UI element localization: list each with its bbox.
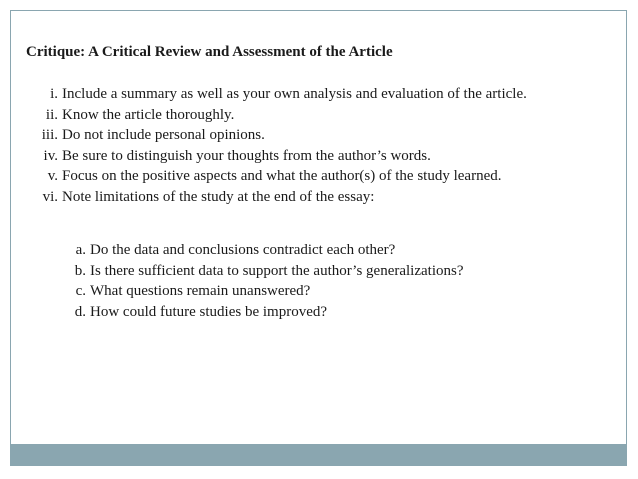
sub-list-item <box>26 261 616 282</box>
sub-list-marker: b. <box>74 262 86 279</box>
sub-list-marker: a. <box>75 242 86 258</box>
sub-list-item-text: Is there sufficient data to support the author’s generalizations? <box>90 262 464 279</box>
list-marker: v. <box>47 168 58 184</box>
sub-list-item-text: Do the data and conclusions contradict each other? <box>90 242 396 258</box>
list-item <box>26 187 616 208</box>
list-marker: vi. <box>42 188 58 205</box>
list-marker: iv. <box>43 147 58 164</box>
footer-bar <box>10 444 627 466</box>
list-marker: iii. <box>41 127 58 143</box>
main-list <box>26 84 616 207</box>
sub-list-item-text: How could future studies be improved? <box>90 303 328 320</box>
sub-list-marker: c. <box>75 283 86 299</box>
sub-list-item <box>26 281 616 302</box>
sub-list-item <box>26 240 616 261</box>
list-item <box>26 125 616 146</box>
list-marker: i. <box>50 86 58 102</box>
list-item-text: Focus on the positive aspects and what the author(s) of the study learned. <box>62 168 502 184</box>
list-item <box>26 105 616 126</box>
list-item-text: Do not include personal opinions. <box>62 127 265 143</box>
list-marker: ii. <box>45 106 58 123</box>
list-item <box>26 84 616 105</box>
list-item-text: Include a summary as well as your own analysis and evaluation of the article. <box>62 86 527 102</box>
sub-list-marker: d. <box>74 303 86 320</box>
sub-list-item <box>26 302 616 323</box>
sub-list <box>26 240 616 322</box>
list-item <box>26 166 616 187</box>
list-item-text: Know the article thoroughly. <box>62 106 235 123</box>
slide-border <box>10 10 627 466</box>
slide-title: Critique: A Critical Review and Assessment of the Article <box>26 44 393 60</box>
list-item-text: Note limitations of the study at the end of the essay: <box>62 188 375 205</box>
list-item <box>26 146 616 167</box>
sub-list-item-text: What questions remain unanswered? <box>90 283 311 299</box>
list-item-text: Be sure to distinguish your thoughts from the author’s words. <box>62 147 431 164</box>
